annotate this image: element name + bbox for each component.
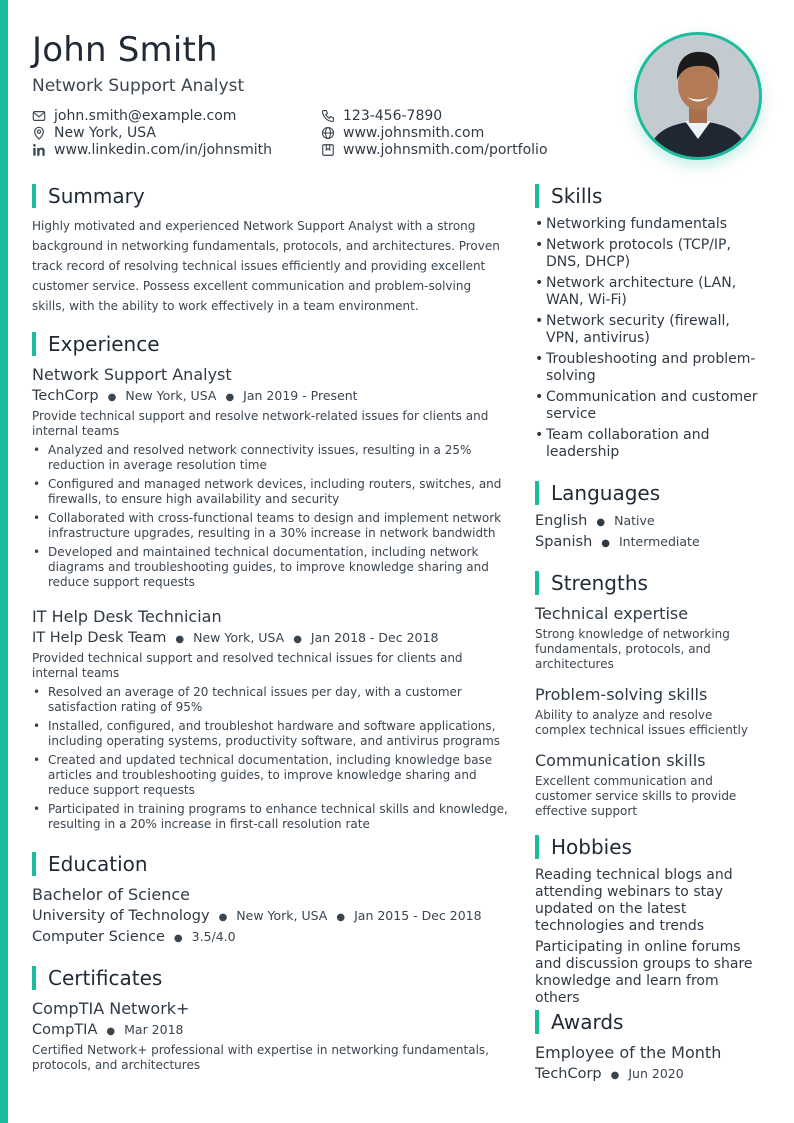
contact-location — [32, 125, 156, 141]
summary-heading — [32, 184, 145, 208]
contact-phone[interactable] — [321, 108, 442, 124]
phone-icon — [321, 109, 335, 123]
website-text: www.johnsmith.com — [343, 125, 485, 141]
job-bullets — [32, 685, 512, 836]
job-description: Provide technical support and resolve network-related issues for clients and internal teams — [32, 409, 489, 438]
language-item: English ● Native — [535, 513, 655, 529]
job-location: New York, USA — [125, 388, 217, 403]
field-of-study: Computer Science — [32, 929, 165, 945]
heading-accent — [535, 481, 539, 505]
heading-accent — [32, 332, 36, 356]
globe-icon — [321, 126, 335, 140]
strengths-heading-text: Strengths — [551, 571, 648, 595]
school-name: University of Technology — [32, 908, 210, 924]
certificate-issuer: CompTIA — [32, 1022, 98, 1038]
list-item: • Networking fundamentals — [535, 216, 767, 233]
job-company: IT Help Desk Team — [32, 630, 167, 646]
skills-list — [535, 216, 767, 465]
certificates-heading-text: Certificates — [48, 966, 163, 990]
education-field-meta: Computer Science ● 3.5/4.0 — [32, 929, 236, 945]
strengths-heading — [535, 571, 648, 595]
job-company: TechCorp — [32, 388, 99, 404]
education-meta: University of Technology ● New York, USA ● Jan 2015 - Dec 2018 — [32, 908, 482, 924]
contact-email[interactable] — [32, 108, 236, 124]
job-dates: Jan 2019 - Present — [243, 388, 358, 403]
job-title: Network Support Analyst — [32, 365, 232, 384]
language-level: Native — [614, 513, 655, 528]
strength-title: Problem-solving skills — [535, 685, 708, 704]
mail-icon — [32, 109, 46, 123]
education-dates: Jan 2015 - Dec 2018 — [354, 908, 482, 923]
language-name: English — [535, 513, 588, 529]
job-dates: Jan 2018 - Dec 2018 — [310, 630, 439, 645]
job-bullets — [32, 443, 512, 594]
job-meta: IT Help Desk Team ● New York, USA ● Jan 2018 - Dec 2018 — [32, 630, 439, 646]
award-meta: TechCorp ● Jun 2020 — [535, 1066, 684, 1082]
heading-accent — [535, 184, 539, 208]
languages-heading — [535, 481, 660, 505]
education-heading — [32, 852, 148, 876]
hobbies-heading-text: Hobbies — [551, 835, 632, 859]
location-pin-icon — [32, 126, 46, 140]
summary-heading-text: Summary — [48, 184, 145, 208]
list-item: • Network architecture (LAN, WAN, Wi-Fi) — [535, 275, 767, 309]
certificate-date: Mar 2018 — [124, 1022, 184, 1037]
strength-description: Excellent communication and customer service skills to provide effective support — [535, 774, 737, 818]
linkedin-text: www.linkedin.com/in/johnsmith — [54, 142, 272, 158]
education-heading-text: Education — [48, 852, 148, 876]
portfolio-text: www.johnsmith.com/portfolio — [343, 142, 548, 158]
list-item: • Participated in training programs to enhance technical skills and knowledge, resulting in a 20% increase in first-call resolution rate — [32, 802, 512, 832]
heading-accent — [32, 966, 36, 990]
location-text: New York, USA — [54, 125, 156, 141]
list-item: • Configured and managed network devices, including routers, switches, and firewalls, to ensure high availability and security — [32, 477, 512, 507]
job-title: IT Help Desk Technician — [32, 607, 222, 626]
heading-accent — [535, 571, 539, 595]
language-item: Spanish ● Intermediate — [535, 534, 700, 550]
certificates-heading — [32, 966, 162, 990]
job-meta: TechCorp ● New York, USA ● Jan 2019 - Present — [32, 388, 358, 404]
list-item: • Troubleshooting and problem-solving — [535, 351, 767, 385]
language-level: Intermediate — [619, 534, 700, 549]
heading-accent — [535, 835, 539, 859]
hobbies-heading — [535, 835, 632, 859]
strength-description: Ability to analyze and resolve complex technical issues efficiently — [535, 708, 748, 737]
strength-description: Strong knowledge of networking fundamentals, protocols, and architectures — [535, 627, 730, 671]
language-name: Spanish — [535, 534, 593, 550]
list-item: • Collaborated with cross-functional teams to design and implement network infrastructure upgrades, resulting in a 30% increase in network bandwidth — [32, 511, 512, 541]
candidate-name: John Smith — [32, 30, 218, 70]
certificate-name: CompTIA Network+ — [32, 999, 190, 1018]
list-item: • Developed and maintained technical documentation, including network diagrams and troubleshooting guides, to improve knowledge sharing and reduce support requests — [32, 545, 512, 590]
hobby-item: Participating in online forums and discussion groups to share knowledge and learn from others — [535, 939, 753, 1006]
candidate-title: Network Support Analyst — [32, 76, 245, 96]
award-issuer: TechCorp — [535, 1066, 602, 1082]
list-item: • Team collaboration and leadership — [535, 427, 767, 461]
school-location: New York, USA — [236, 908, 328, 923]
job-description: Provided technical support and resolved technical issues for clients and internal teams — [32, 651, 463, 680]
list-item: • Resolved an average of 20 technical issues per day, with a customer satisfaction rating of 95% — [32, 685, 512, 715]
certificate-meta: CompTIA ● Mar 2018 — [32, 1022, 184, 1038]
accent-bar — [0, 0, 8, 1123]
contact-linkedin[interactable] — [32, 142, 272, 158]
award-title: Employee of the Month — [535, 1043, 722, 1062]
list-item: • Analyzed and resolved network connectivity issues, resulting in a 25% reduction in average resolution time — [32, 443, 512, 473]
skills-heading — [535, 184, 602, 208]
heading-accent — [535, 1010, 539, 1034]
degree-title: Bachelor of Science — [32, 885, 190, 904]
contact-portfolio[interactable] — [321, 142, 548, 158]
profile-photo — [634, 32, 762, 160]
gpa: 3.5/4.0 — [191, 929, 236, 944]
strength-title: Communication skills — [535, 751, 706, 770]
hobby-item: Reading technical blogs and attending webinars to stay updated on the latest technologies and trends — [535, 867, 733, 934]
summary-text: Highly motivated and experienced Network Support Analyst with a strong background in networking fundamentals, protocols, and architectures. Proven track record of resolving technical issues efficiently and providing excellent customer service. Possess excellent communication and problem-solving skills, with the ability to work effectively in a team environment. — [32, 219, 500, 313]
heading-accent — [32, 184, 36, 208]
experience-heading — [32, 332, 160, 356]
list-item: • Network protocols (TCP/IP, DNS, DHCP) — [535, 237, 767, 271]
award-date: Jun 2020 — [628, 1066, 684, 1081]
skills-heading-text: Skills — [551, 184, 603, 208]
strength-title: Technical expertise — [535, 604, 689, 623]
email-text: john.smith@example.com — [54, 108, 237, 124]
job-location: New York, USA — [193, 630, 285, 645]
list-item: • Installed, configured, and troubleshot hardware and software applications, including operating systems, productivity software, and antivirus programs — [32, 719, 512, 749]
contact-website[interactable] — [321, 125, 484, 141]
experience-heading-text: Experience — [48, 332, 160, 356]
linkedin-icon — [32, 143, 46, 157]
languages-heading-text: Languages — [551, 481, 661, 505]
certificate-description: Certified Network+ professional with expertise in networking fundamentals, protocols, and architectures — [32, 1043, 489, 1072]
heading-accent — [32, 852, 36, 876]
phone-text: 123-456-7890 — [343, 108, 443, 124]
awards-heading-text: Awards — [551, 1010, 624, 1034]
list-item: • Network security (firewall, VPN, antivirus) — [535, 313, 767, 347]
list-item: • Created and updated technical documentation, including knowledge base articles and troubleshooting guides, to improve knowledge sharing and reduce support requests — [32, 753, 512, 798]
bookmark-icon — [321, 143, 335, 157]
list-item: • Communication and customer service — [535, 389, 767, 423]
awards-heading — [535, 1010, 623, 1034]
